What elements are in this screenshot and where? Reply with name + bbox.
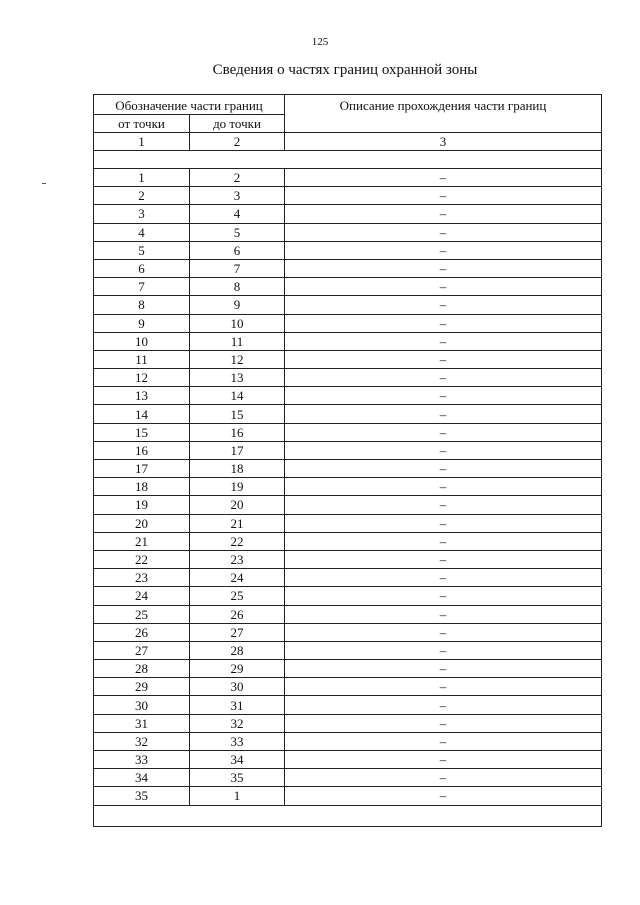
description-cell: – bbox=[285, 569, 602, 587]
description-cell: – bbox=[285, 641, 602, 659]
from-point-cell: 3 bbox=[94, 205, 190, 223]
table-row bbox=[94, 714, 602, 732]
to-point-cell: 5 bbox=[190, 223, 285, 241]
from-point-cell: 2 bbox=[94, 187, 190, 205]
table-row bbox=[94, 660, 602, 678]
to-point-cell: 9 bbox=[190, 296, 285, 314]
to-point-cell: 26 bbox=[190, 605, 285, 623]
from-point-cell: 33 bbox=[94, 751, 190, 769]
to-point-cell: 8 bbox=[190, 278, 285, 296]
description-cell: – bbox=[285, 660, 602, 678]
description-cell: – bbox=[285, 205, 602, 223]
from-point-cell: 22 bbox=[94, 550, 190, 568]
description-cell: – bbox=[285, 169, 602, 187]
to-point-cell: 15 bbox=[190, 405, 285, 423]
to-point-cell: 34 bbox=[190, 751, 285, 769]
description-cell: – bbox=[285, 278, 602, 296]
document-title: Сведения о частях границ охранной зоны bbox=[212, 62, 478, 78]
to-point-cell: 35 bbox=[190, 769, 285, 787]
table-row bbox=[94, 732, 602, 750]
to-point-cell: 10 bbox=[190, 314, 285, 332]
to-point-cell: 18 bbox=[190, 460, 285, 478]
from-point-cell: 13 bbox=[94, 387, 190, 405]
from-point-cell: 31 bbox=[94, 714, 190, 732]
description-cell: – bbox=[285, 314, 602, 332]
table-row bbox=[94, 332, 602, 350]
from-point-cell: 15 bbox=[94, 423, 190, 441]
table-row bbox=[94, 532, 602, 550]
description-cell: – bbox=[285, 623, 602, 641]
table-row bbox=[94, 641, 602, 659]
table-row bbox=[94, 587, 602, 605]
to-point-cell: 24 bbox=[190, 569, 285, 587]
from-point-cell: 8 bbox=[94, 296, 190, 314]
to-point-cell: 16 bbox=[190, 423, 285, 441]
to-point-cell: 27 bbox=[190, 623, 285, 641]
to-point-cell: 19 bbox=[190, 478, 285, 496]
from-point-cell: 6 bbox=[94, 259, 190, 277]
from-point-cell: 20 bbox=[94, 514, 190, 532]
table-row bbox=[94, 205, 602, 223]
description-cell: – bbox=[285, 696, 602, 714]
table-row bbox=[94, 678, 602, 696]
to-point-cell: 11 bbox=[190, 332, 285, 350]
to-point-cell: 12 bbox=[190, 350, 285, 368]
from-point-cell: 12 bbox=[94, 369, 190, 387]
to-point-cell: 3 bbox=[190, 187, 285, 205]
table-row bbox=[94, 369, 602, 387]
from-point-cell: 9 bbox=[94, 314, 190, 332]
description-cell: – bbox=[285, 732, 602, 750]
from-point-cell: 27 bbox=[94, 641, 190, 659]
from-point-cell: 19 bbox=[94, 496, 190, 514]
from-point-cell: 10 bbox=[94, 332, 190, 350]
boundary-part-designation-header: Обозначение части границ bbox=[94, 95, 285, 115]
table-row bbox=[94, 460, 602, 478]
description-cell: – bbox=[285, 478, 602, 496]
table-row bbox=[94, 769, 602, 787]
table-row bbox=[94, 169, 602, 187]
table-row bbox=[94, 387, 602, 405]
from-point-cell: 18 bbox=[94, 478, 190, 496]
description-cell: – bbox=[285, 714, 602, 732]
table-row bbox=[94, 423, 602, 441]
table-row bbox=[94, 296, 602, 314]
to-point-cell: 2 bbox=[190, 169, 285, 187]
from-point-cell: 17 bbox=[94, 460, 190, 478]
description-cell: – bbox=[285, 223, 602, 241]
to-point-cell: 6 bbox=[190, 241, 285, 259]
table-row bbox=[94, 496, 602, 514]
column-number: 1 bbox=[94, 133, 190, 151]
from-point-cell: 21 bbox=[94, 532, 190, 550]
to-point-cell: 21 bbox=[190, 514, 285, 532]
from-point-cell: 29 bbox=[94, 678, 190, 696]
description-cell: – bbox=[285, 369, 602, 387]
from-point-cell: 25 bbox=[94, 605, 190, 623]
to-point-header: до точки bbox=[190, 115, 285, 133]
section-spacer-row bbox=[94, 151, 602, 169]
from-point-cell: 30 bbox=[94, 696, 190, 714]
description-cell: – bbox=[285, 678, 602, 696]
table-row bbox=[94, 187, 602, 205]
from-point-cell: 34 bbox=[94, 769, 190, 787]
to-point-cell: 20 bbox=[190, 496, 285, 514]
to-point-cell: 1 bbox=[190, 787, 285, 805]
description-cell: – bbox=[285, 423, 602, 441]
from-point-cell: 4 bbox=[94, 223, 190, 241]
table-header-row bbox=[94, 95, 602, 115]
to-point-cell: 31 bbox=[190, 696, 285, 714]
spacer-cell bbox=[94, 805, 602, 826]
description-cell: – bbox=[285, 587, 602, 605]
from-point-cell: 16 bbox=[94, 441, 190, 459]
table-row bbox=[94, 350, 602, 368]
to-point-cell: 30 bbox=[190, 678, 285, 696]
table-row bbox=[94, 314, 602, 332]
description-cell: – bbox=[285, 460, 602, 478]
table-row bbox=[94, 787, 602, 805]
to-point-cell: 17 bbox=[190, 441, 285, 459]
from-point-cell: 14 bbox=[94, 405, 190, 423]
description-cell: – bbox=[285, 187, 602, 205]
to-point-cell: 7 bbox=[190, 259, 285, 277]
to-point-cell: 33 bbox=[190, 732, 285, 750]
from-point-cell: 32 bbox=[94, 732, 190, 750]
to-point-cell: 23 bbox=[190, 550, 285, 568]
table-row bbox=[94, 514, 602, 532]
margin-mark bbox=[42, 183, 46, 184]
column-number: 2 bbox=[190, 133, 285, 151]
column-numbers-row bbox=[94, 133, 602, 151]
description-cell: – bbox=[285, 441, 602, 459]
description-cell: – bbox=[285, 332, 602, 350]
description-cell: – bbox=[285, 259, 602, 277]
to-point-cell: 29 bbox=[190, 660, 285, 678]
table-row bbox=[94, 751, 602, 769]
description-cell: – bbox=[285, 350, 602, 368]
table-row bbox=[94, 605, 602, 623]
from-point-cell: 35 bbox=[94, 787, 190, 805]
table-row bbox=[94, 696, 602, 714]
table-row bbox=[94, 478, 602, 496]
spacer-cell bbox=[94, 151, 602, 169]
table-row bbox=[94, 259, 602, 277]
boundary-parts-table bbox=[93, 94, 602, 827]
to-point-cell: 4 bbox=[190, 205, 285, 223]
table-row bbox=[94, 278, 602, 296]
from-point-cell: 1 bbox=[94, 169, 190, 187]
from-point-cell: 26 bbox=[94, 623, 190, 641]
table-row bbox=[94, 569, 602, 587]
table-row bbox=[94, 405, 602, 423]
from-point-header: от точки bbox=[94, 115, 190, 133]
description-cell: – bbox=[285, 532, 602, 550]
column-number: 3 bbox=[285, 133, 602, 151]
page-number: 125 bbox=[311, 36, 329, 48]
table-row bbox=[94, 223, 602, 241]
to-point-cell: 25 bbox=[190, 587, 285, 605]
description-cell: – bbox=[285, 605, 602, 623]
description-cell: – bbox=[285, 787, 602, 805]
from-point-cell: 5 bbox=[94, 241, 190, 259]
description-cell: – bbox=[285, 514, 602, 532]
description-cell: – bbox=[285, 550, 602, 568]
table-row bbox=[94, 241, 602, 259]
table-end-spacer-row bbox=[94, 805, 602, 826]
from-point-cell: 23 bbox=[94, 569, 190, 587]
to-point-cell: 22 bbox=[190, 532, 285, 550]
description-cell: – bbox=[285, 496, 602, 514]
table-row bbox=[94, 623, 602, 641]
from-point-cell: 24 bbox=[94, 587, 190, 605]
to-point-cell: 13 bbox=[190, 369, 285, 387]
from-point-cell: 28 bbox=[94, 660, 190, 678]
description-cell: – bbox=[285, 387, 602, 405]
from-point-cell: 7 bbox=[94, 278, 190, 296]
to-point-cell: 14 bbox=[190, 387, 285, 405]
description-cell: – bbox=[285, 241, 602, 259]
table-row bbox=[94, 441, 602, 459]
description-cell: – bbox=[285, 769, 602, 787]
table-row bbox=[94, 550, 602, 568]
to-point-cell: 32 bbox=[190, 714, 285, 732]
boundary-description-header: Описание прохождения части границ bbox=[285, 95, 602, 133]
to-point-cell: 28 bbox=[190, 641, 285, 659]
from-point-cell: 11 bbox=[94, 350, 190, 368]
description-cell: – bbox=[285, 405, 602, 423]
description-cell: – bbox=[285, 296, 602, 314]
description-cell: – bbox=[285, 751, 602, 769]
